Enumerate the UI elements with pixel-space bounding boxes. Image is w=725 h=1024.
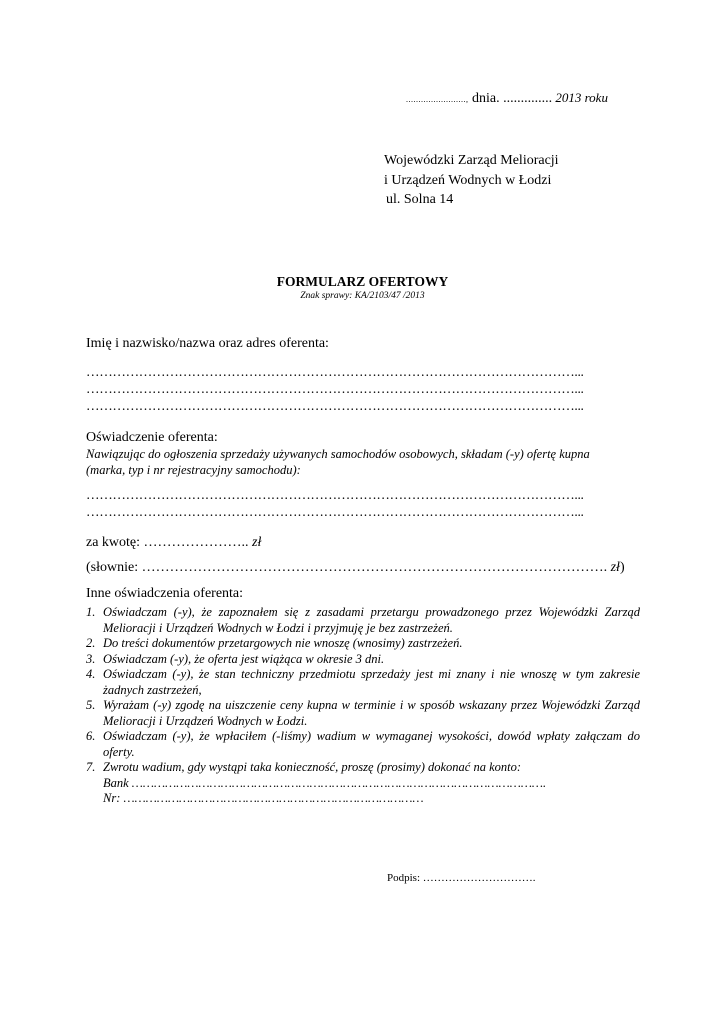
amount-words-label: (słownie: ………………………………………………………………………………………. (86, 560, 608, 575)
offeror-line-2[interactable]: …………………………………………………………………………………………………... (86, 381, 584, 396)
list-item: 1. Oświadczam (-y), że zapoznałem się z zasadami przetargu prowadzonego przez Wojewódzki Zarząd Melioracji i Urządzeń Wodnych w Łodzi i przyjmuję je bez zastrzeżeń. (86, 605, 640, 635)
addressee-line-1: Wojewódzki Zarząd Melioracji (384, 153, 559, 168)
list-item: 7. Zwrotu wadium, gdy wystąpi taka konieczność, proszę (prosimy) dokonać na konto: (86, 760, 522, 774)
addressee-line-3: ul. Solna 14 (386, 192, 454, 207)
signature-field[interactable]: Podpis: …………………………. (387, 872, 536, 884)
bank-line[interactable]: Bank …………………………………………………………………………………………………. (103, 775, 547, 790)
offeror-label: Imię i nazwisko/nazwa oraz adres oferenta: (86, 336, 329, 351)
statement-line-2[interactable]: …………………………………………………………………………………………………... (86, 504, 584, 519)
list-item: 6. Oświadczam (-y), że wpłaciłem (-liśmy) wadium w wymaganej wysokości, dowód wpłaty załączam do oferty. (86, 729, 640, 759)
amount-field[interactable] (86, 535, 261, 551)
list-item: 2. Do treści dokumentów przetargowych nie wnoszę (wnosimy) zastrzeżeń. (86, 636, 463, 650)
date-line (406, 90, 608, 107)
amount-words-close: ) (619, 560, 625, 575)
amount-words-unit: zł (607, 560, 620, 575)
list-item: 4. Oświadczam (-y), że stan techniczny przedmiotu sprzedaży jest mi znany i nie wnoszę w tym zakresie żadnych zastrzeżeń, (86, 667, 640, 697)
other-statements-label: Inne oświadczenia oferenta: (86, 586, 244, 601)
addressee-line-2: i Urządzeń Wodnych w Łodzi (384, 173, 552, 188)
date-year: 2013 roku (552, 90, 608, 105)
offeror-line-3[interactable]: …………………………………………………………………………………………………... (86, 398, 584, 413)
offeror-line-1[interactable]: …………………………………………………………………………………………………... (86, 364, 584, 379)
statement-label: Oświadczenie oferenta: (86, 430, 218, 445)
statement-line-1[interactable]: …………………………………………………………………………………………………... (86, 487, 584, 502)
list-item: 5. Wyrażam (-y) zgodę na uiszczenie ceny kupna w terminie i w sposób wskazany przez Wojewódzki Zarząd Melioracji i Urządzeń Wodnych w Łodzi. (86, 698, 640, 728)
list-item: 3. Oświadczam (-y), że oferta jest wiążąca w okresie 3 dni. (86, 651, 385, 666)
amount-words-field[interactable] (86, 560, 625, 576)
case-reference: Znak sprawy: KA/2103/47 /2013 (300, 291, 425, 301)
account-number-line[interactable]: Nr: ……………………………………………………………………… (103, 791, 424, 805)
statement-text-1: Nawiązując do ogłoszenia sprzedaży używanych samochodów osobowych, składam (-y) ofertę kupna (86, 447, 590, 461)
place-placeholder: ........................, (406, 95, 469, 104)
form-title: FORMULARZ OFERTOWY (276, 274, 449, 289)
statements-list (86, 605, 640, 807)
amount-label: za kwotę: ………………….. (86, 535, 249, 550)
date-day: dnia. .............. (468, 91, 553, 106)
amount-unit: zł (248, 535, 262, 550)
statement-text-2: (marka, typ i nr rejestracyjny samochodu): (86, 463, 301, 477)
